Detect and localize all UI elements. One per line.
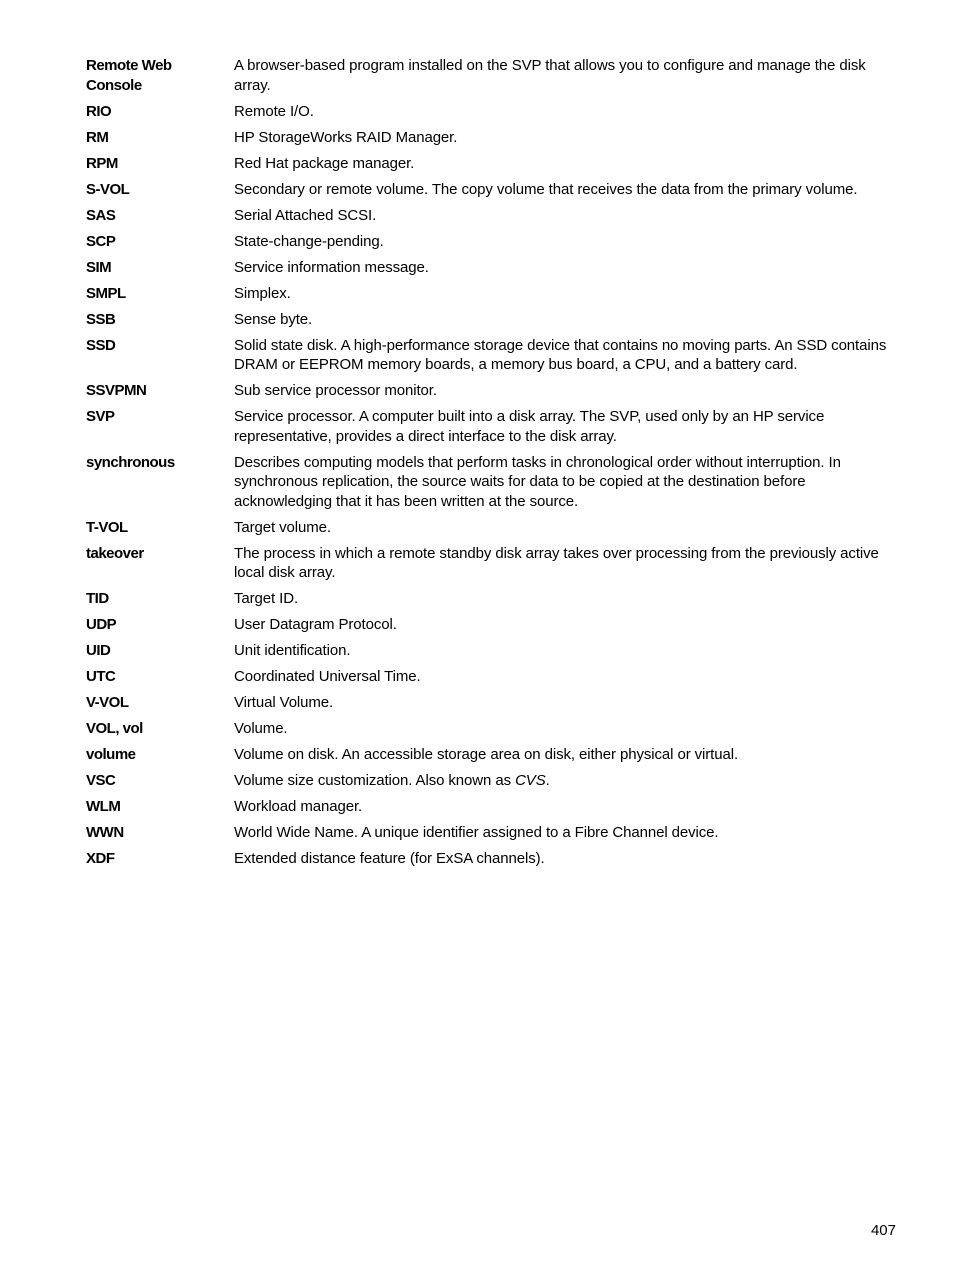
glossary-term: SSB (86, 310, 116, 328)
glossary-definition: Virtual Volume. (234, 694, 334, 711)
glossary-term: SCP (86, 232, 116, 250)
glossary-entry (86, 745, 902, 765)
glossary-entry (86, 693, 902, 713)
glossary-list (86, 56, 902, 875)
glossary-term: volume (86, 746, 136, 763)
glossary-entry (86, 102, 902, 122)
glossary-definition: Secondary or remote volume. The copy volume that receives the data from the primary volume. (234, 180, 858, 198)
glossary-definition: State-change-pending. (234, 232, 384, 250)
glossary-definition: Volume on disk. An accessible storage area on disk, either physical or virtual. (234, 746, 739, 763)
glossary-definition: Solid state disk. A high-performance storage device that contains no moving parts. An SSD contains DRAM or EEPROM memory boards, a memory bus board, a CPU, and a battery card. (234, 336, 887, 373)
glossary-entry (86, 381, 902, 401)
glossary-definition (234, 771, 902, 791)
glossary-definition: Workload manager. (234, 798, 363, 815)
glossary-entry (86, 589, 902, 609)
glossary-entry (86, 797, 902, 817)
glossary-term: T-VOL (86, 518, 128, 536)
glossary-entry (86, 128, 902, 148)
glossary-term: SSVPMN (86, 382, 147, 399)
glossary-definition: Sense byte. (234, 310, 313, 328)
glossary-term: SIM (86, 258, 112, 276)
glossary-term: WWN (86, 824, 124, 841)
glossary-definition: Serial Attached SCSI. (234, 206, 377, 224)
glossary-definition: A browser-based program installed on the SVP that allows you to configure and manage the disk array. (234, 57, 866, 94)
glossary-term: takeover (86, 544, 144, 562)
glossary-entry (86, 407, 902, 446)
glossary-term: Remote Web Console (86, 57, 172, 94)
glossary-entry (86, 180, 902, 200)
glossary-term: synchronous (86, 453, 175, 471)
glossary-term: S-VOL (86, 180, 130, 198)
glossary-entry (86, 56, 902, 95)
glossary-definition: Coordinated Universal Time. (234, 668, 421, 685)
glossary-definition: Target volume. (234, 518, 331, 536)
definition-suffix: . (545, 772, 550, 789)
glossary-entry (86, 849, 902, 869)
glossary-term: RM (86, 128, 109, 146)
glossary-definition: Service processor. A computer built into a disk array. The SVP, used only by an HP service representative, provides a direct interface to the disk array. (234, 408, 825, 445)
definition-text: Volume size customization. Also known as (234, 772, 511, 789)
glossary-entry (86, 232, 902, 252)
glossary-term: SMPL (86, 284, 126, 302)
glossary-term: SSD (86, 336, 116, 354)
glossary-definition: Red Hat package manager. (234, 154, 415, 172)
glossary-definition: Remote I/O. (234, 102, 314, 120)
glossary-entry (86, 258, 902, 278)
glossary-term: RIO (86, 102, 112, 120)
glossary-definition: Extended distance feature (for ExSA channels). (234, 850, 545, 867)
glossary-term: VOL, vol (86, 720, 143, 737)
glossary-entry (86, 154, 902, 174)
glossary-definition: Sub service processor monitor. (234, 382, 437, 399)
glossary-term: V-VOL (86, 694, 129, 711)
glossary-definition: The process in which a remote standby disk array takes over processing from the previously active local disk array. (234, 544, 879, 581)
glossary-entry (86, 336, 902, 375)
glossary-entry (86, 284, 902, 304)
glossary-term: UTC (86, 668, 116, 685)
glossary-entry (86, 615, 902, 635)
glossary-term: VSC (86, 772, 116, 789)
glossary-definition: Describes computing models that perform tasks in chronological order without interruption. In synchronous replication, the source waits for data to be copied at the destination before acknowledging that it has been written at the source. (234, 453, 841, 510)
glossary-term: UDP (86, 616, 117, 633)
glossary-definition: Unit identification. (234, 642, 351, 659)
glossary-entry (86, 544, 902, 583)
glossary-entry (86, 310, 902, 330)
glossary-entry (86, 771, 902, 791)
glossary-entry (86, 667, 902, 687)
glossary-definition: World Wide Name. A unique identifier assigned to a Fibre Channel device. (234, 824, 719, 841)
glossary-entry (86, 453, 902, 512)
glossary-term: TID (86, 590, 109, 607)
glossary-entry (86, 518, 902, 538)
glossary-term: UID (86, 642, 111, 659)
glossary-entry (86, 823, 902, 843)
emphasis-term: CVS (515, 772, 546, 789)
glossary-term: SVP (86, 408, 115, 425)
glossary-term: RPM (86, 154, 118, 172)
glossary-entry (86, 719, 902, 739)
page-number: 407 (870, 1222, 896, 1239)
glossary-entry (86, 206, 902, 226)
glossary-definition: User Datagram Protocol. (234, 616, 397, 633)
glossary-definition: Service information message. (234, 258, 429, 276)
glossary-entry (86, 641, 902, 661)
glossary-term: SAS (86, 206, 116, 224)
glossary-definition: Simplex. (234, 284, 291, 302)
glossary-definition: Target ID. (234, 590, 299, 607)
glossary-definition: Volume. (234, 720, 288, 737)
glossary-term: XDF (86, 850, 115, 867)
glossary-definition: HP StorageWorks RAID Manager. (234, 128, 458, 146)
glossary-term: WLM (86, 798, 121, 815)
